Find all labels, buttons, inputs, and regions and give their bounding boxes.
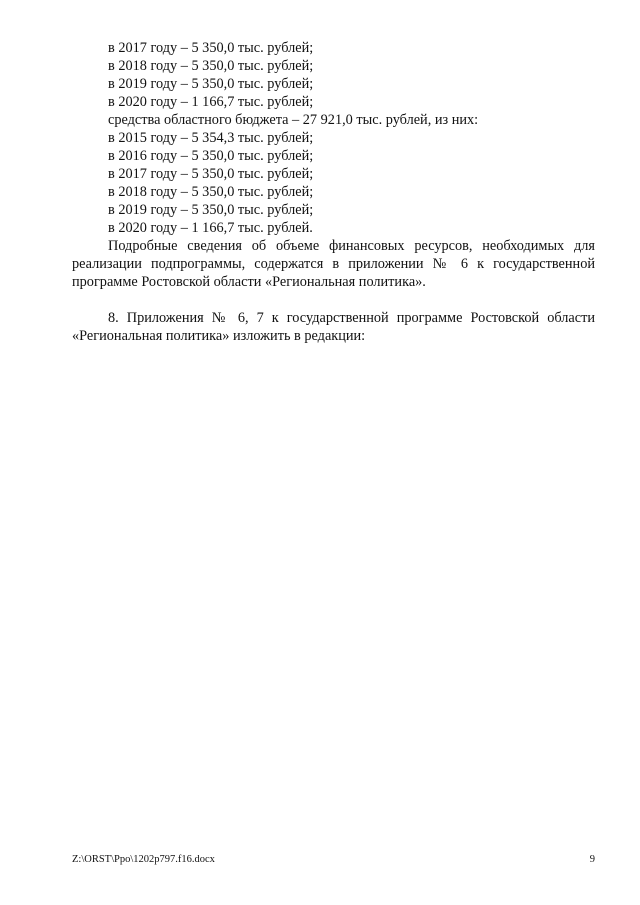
appendix-paragraph: 8. Приложения № 6, 7 к государственной программе Ростовской области «Региональная политика» изложить в редакции:: [72, 310, 595, 344]
regional-line-2016: в 2016 году – 5 350,0 тыс. рублей;: [108, 148, 314, 164]
document-body: [72, 39, 595, 345]
footer-file-path: Z:\ORST\Ppo\1202p797.f16.docx: [72, 854, 215, 865]
funding-line-2018: в 2018 году – 5 350,0 тыс. рублей;: [108, 58, 314, 74]
funding-line-2019: в 2019 году – 5 350,0 тыс. рублей;: [108, 76, 314, 92]
regional-line-2017: в 2017 году – 5 350,0 тыс. рублей;: [108, 166, 314, 182]
regional-line-2015: в 2015 году – 5 354,3 тыс. рублей;: [108, 130, 314, 146]
regional-line-2020: в 2020 году – 1 166,7 тыс. рублей.: [108, 220, 313, 236]
funding-line-2020: в 2020 году – 1 166,7 тыс. рублей;: [108, 94, 314, 110]
paragraph-spacer: [72, 291, 595, 309]
regional-line-2018: в 2018 году – 5 350,0 тыс. рублей;: [108, 184, 314, 200]
page-number: 9: [589, 854, 595, 865]
regional-line-2019: в 2019 году – 5 350,0 тыс. рублей;: [108, 202, 314, 218]
regional-budget-line: средства областного бюджета – 27 921,0 тыс. рублей, из них:: [108, 112, 479, 128]
financial-details-paragraph: Подробные сведения об объеме финансовых ресурсов, необходимых для реализации подпрограммы, содержатся в приложении № 6 к государственной программе Ростовской области «Региональная политика».: [72, 238, 595, 290]
funding-line-2017: в 2017 году – 5 350,0 тыс. рублей;: [108, 40, 314, 56]
